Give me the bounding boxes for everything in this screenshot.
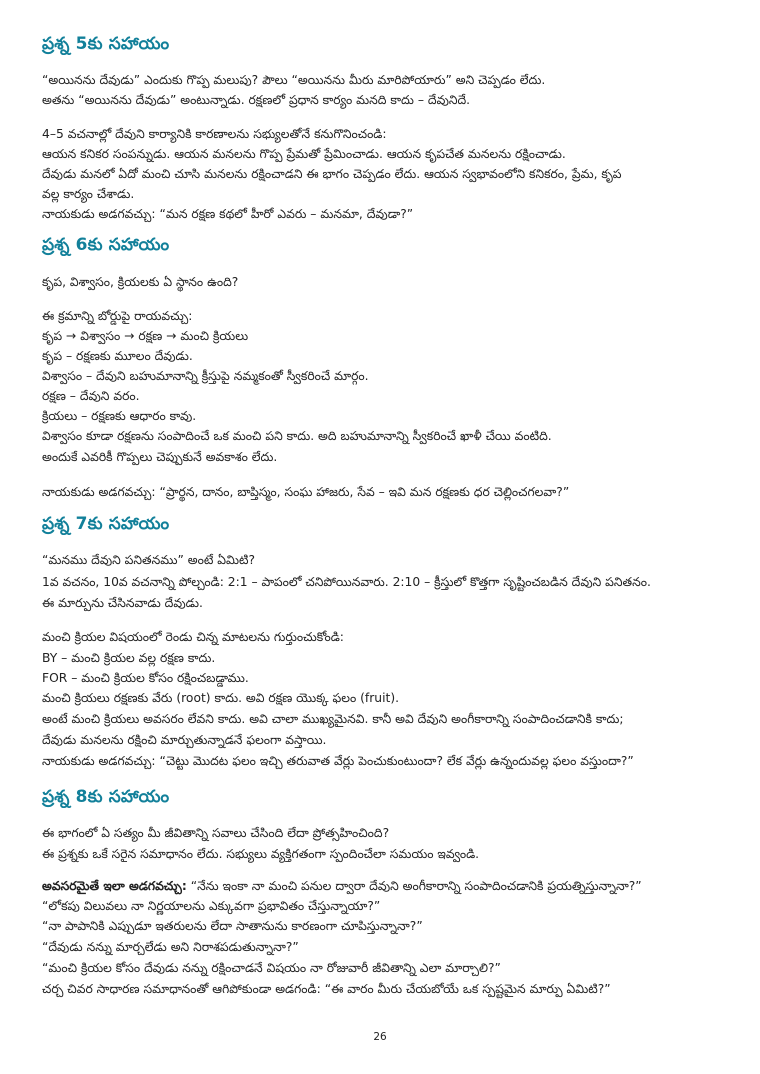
section-heading-q8: ప్రశ్న 8కు సహాయం bbox=[42, 787, 170, 807]
text-line: “లోకపు విలువలు నా నిర్ణయాలను ఎక్కువగా ప్రభావితం చేస్తున్నాయా?” bbox=[42, 899, 381, 913]
text-line: ఈ క్రమాన్ని బోర్డుపై రాయవచ్చు: bbox=[42, 309, 193, 323]
text-line: BY – మంచి క్రియల వల్ల రక్షణ కాదు. bbox=[42, 651, 216, 665]
text-line: నాయకుడు అడగవచ్చు: “చెట్టు మొదట ఫలం ఇచ్చి తరువాత వేర్లు పెంచుకుంటుందా? లేక వేర్లు ఉన్నందువల్ల ఫలం వస్తుందా?” bbox=[42, 754, 634, 768]
text-line: FOR – మంచి క్రియల కోసం రక్షించబడ్డాము. bbox=[42, 671, 249, 685]
text-line: “అయినను దేవుడు” ఎందుకు గొప్ప మలుపు? పౌలు “అయినను మీరు మారిపోయారు” అని చెప్పడం లేదు. bbox=[42, 73, 546, 87]
text-line: 1వ వచనం, 10వ వచనాన్ని పోల్చండి: 2:1 – పాపంలో చనిపోయినవారు. 2:10 – క్రీస్తులో కొత్తగా సృష్టించబడిన దేవుని పనితనం. bbox=[42, 575, 651, 589]
text-line: చర్చ చివర సాధారణ సమాధానంతో ఆగిపోకుండా అడగండి: “ఈ వారం మీరు చేయబోయే ఒక స్పష్టమైన మార్పు ఏమిటి?” bbox=[42, 982, 611, 996]
text-line: వల్ల కార్యం చేశాడు. bbox=[42, 187, 135, 201]
text-line: “మనము దేవుని పనితనము” అంటే ఏమిటి? bbox=[42, 553, 256, 567]
text-line: విశ్వాసం కూడా రక్షణను సంపాదించే ఒక మంచి పని కాదు. అది బహుమానాన్ని స్వీకరించే ఖాళీ చేయి వంటిది. bbox=[42, 429, 552, 443]
text-line: విశ్వాసం – దేవుని బహుమానాన్ని క్రీస్తుపై నమ్మకంతో స్వీకరించే మార్గం. bbox=[42, 369, 369, 383]
text-line: కృప – రక్షణకు మూలం దేవుడు. bbox=[42, 349, 193, 363]
text-line: నాయకుడు అడగవచ్చు: “మన రక్షణ కథలో హీరో ఎవరు – మనమా, దేవుడా?” bbox=[42, 207, 414, 221]
text-line: 4–5 వచనాల్లో దేవుని కార్యానికి కారణాలను సభ్యులతోనే కనుగొనించండి: bbox=[42, 127, 387, 141]
text-line: అందుకే ఎవరికీ గొప్పలు చెప్పుకునే అవకాశం లేదు. bbox=[42, 450, 278, 464]
text-line: మంచి క్రియల విషయంలో రెండు చిన్న మాటలను గుర్తుంచుకోండి: bbox=[42, 630, 344, 644]
section-heading-q5: ప్రశ్న 5కు సహాయం bbox=[42, 34, 170, 54]
text-line: “దేవుడు నన్ను మార్చలేడు అని నిరాశపడుతున్నానా?” bbox=[42, 940, 299, 954]
text-line: దేవుడు మనలను రక్షించి మార్చుతున్నాడనే ఫలంగా వస్తాయి. bbox=[42, 733, 327, 747]
section-heading-q7: ప్రశ్న 7కు సహాయం bbox=[42, 514, 170, 534]
text-line: ఈ ప్రశ్నకు ఒకే సరైన సమాధానం లేదు. సభ్యులు వ్యక్తిగతంగా స్పందించేలా సమయం ఇవ్వండి. bbox=[42, 847, 480, 861]
text-line: రక్షణ – దేవుని వరం. bbox=[42, 389, 140, 403]
section-heading-q6: ప్రశ్న 6కు సహాయం bbox=[42, 235, 170, 255]
text-line: నాయకుడు అడగవచ్చు: “ప్రార్థన, దానం, బాప్తిస్మం, సంఘ హాజరు, సేవ – ఇవి మన రక్షణకు ధర చెల్లించగలవా?” bbox=[42, 485, 570, 499]
text-line: ఈ భాగంలో ఏ సత్యం మీ జీవితాన్ని సవాలు చేసింది లేదా ప్రోత్సహించింది? bbox=[42, 826, 390, 840]
text-line: దేవుడు మనలో ఏదో మంచి చూసి మనలను రక్షించాడని ఈ భాగం చెప్పడం లేదు. ఆయన స్వభావంలోని కనికరం, ప్రేమ, కృప bbox=[42, 167, 622, 181]
text-line: అంటే మంచి క్రియలు అవసరం లేవని కాదు. అవి చాలా ముఖ్యమైనవి. కానీ అవి దేవుని అంగీకారాన్ని సంపాదించడానికి కాదు; bbox=[42, 712, 624, 726]
text-line: ఆయన కనికర సంపన్నుడు. ఆయన మనలను గొప్ప ప్రేమతో ప్రేమించాడు. ఆయన కృపచేత మనలను రక్షించాడు. bbox=[42, 147, 566, 161]
text-line: “నా పాపానికి ఎప్పుడూ ఇతరులను లేదా సాతానును కారణంగా చూపిస్తున్నానా?” bbox=[42, 919, 423, 933]
text-line: “మంచి క్రియల కోసం దేవుడు నన్ను రక్షించాడనే విషయం నా రోజువారీ జీవితాన్ని ఎలా మార్చాలి?” bbox=[42, 961, 501, 975]
text-line: మంచి క్రియలు రక్షణకు వేరు (root) కాదు. అవి రక్షణ యొక్క ఫలం (fruit). bbox=[42, 691, 400, 705]
bold-lead: అవసరమైతే ఇలా అడగవచ్చు: bbox=[42, 879, 187, 893]
text-line: ఈ మార్పును చేసినవాడు దేవుడు. bbox=[42, 596, 203, 610]
question-text: “నేను ఇంకా నా మంచి పనుల ద్వారా దేవుని అంగీకారాన్ని సంపాదించడానికి ప్రయత్నిస్తున్నానా?” bbox=[186, 879, 642, 893]
text-line bbox=[42, 878, 642, 894]
text-line: క్రియలు – రక్షణకు ఆధారం కావు. bbox=[42, 409, 197, 423]
text-line: అతను “అయినను దేవుడు” అంటున్నాడు. రక్షణలో ప్రధాన కార్యం మనది కాదు – దేవునిదే. bbox=[42, 93, 471, 107]
page-number: 26 bbox=[373, 1031, 387, 1043]
text-line: కృప → విశ్వాసం → రక్షణ → మంచి క్రియలు bbox=[42, 329, 249, 343]
text-line: కృప, విశ్వాసం, క్రియలకు ఏ స్థానం ఉంది? bbox=[42, 275, 239, 289]
